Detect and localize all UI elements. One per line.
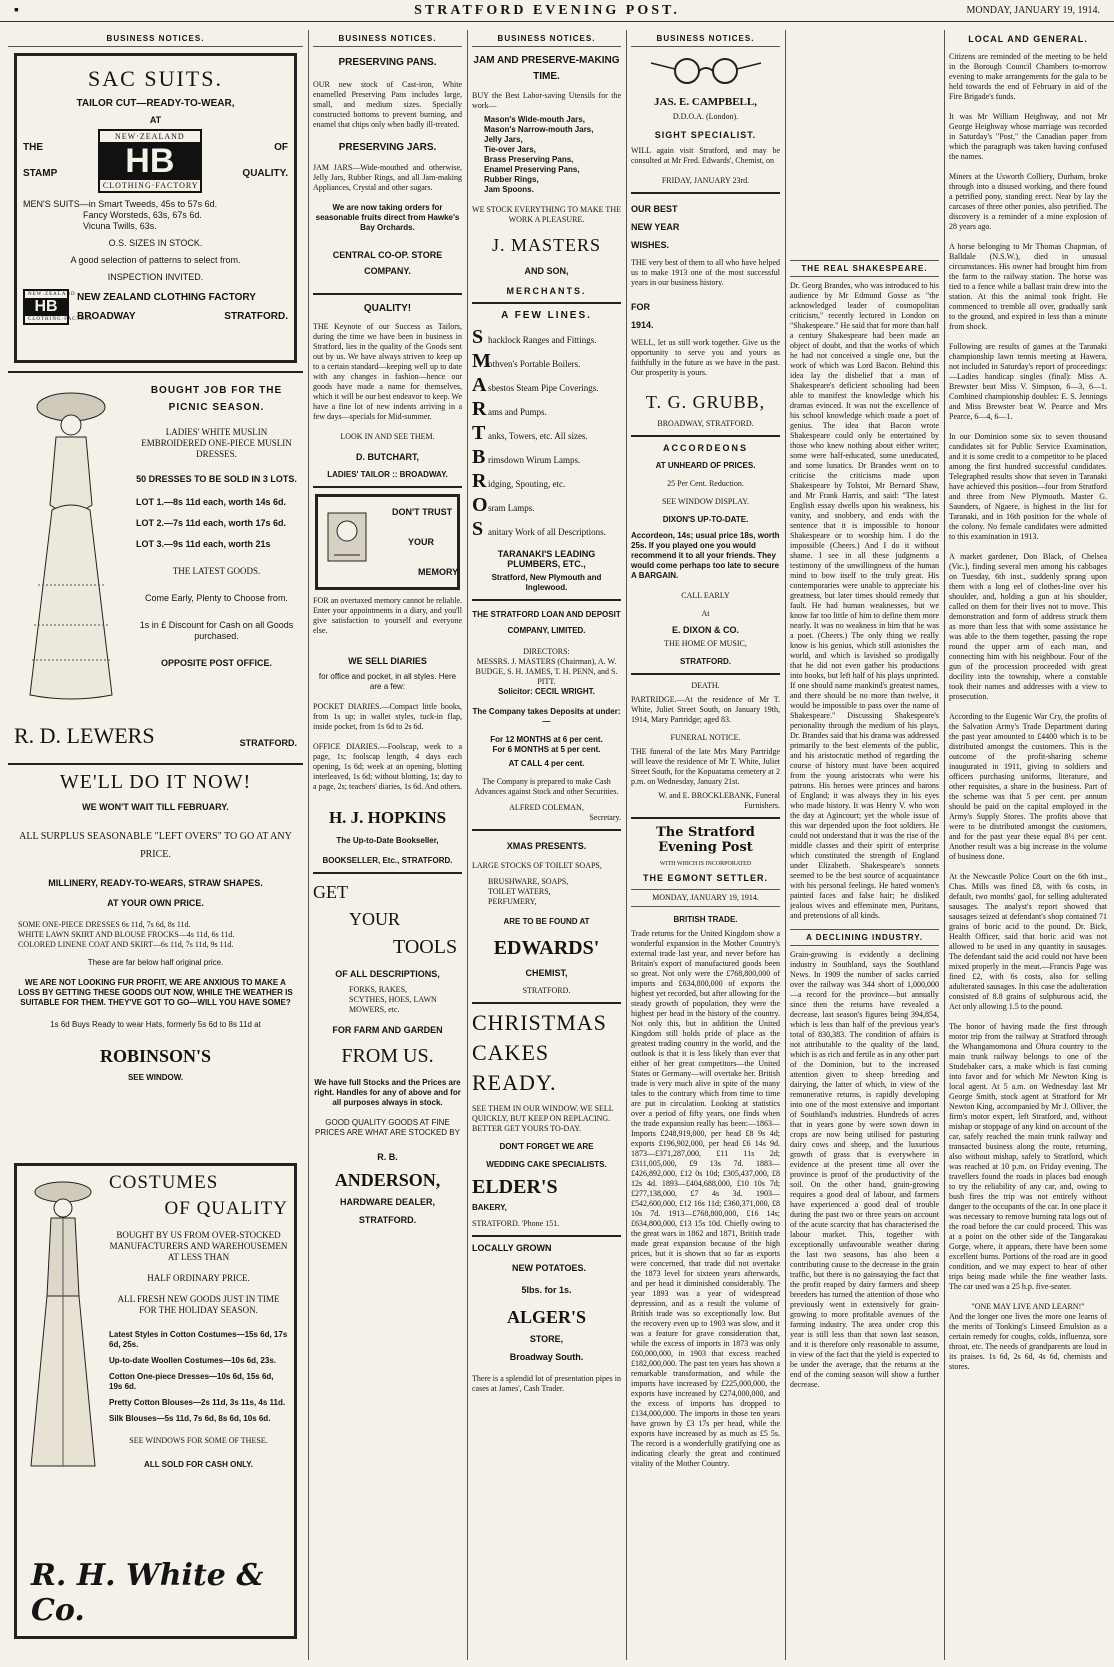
smart-bros-acrostic xyxy=(472,327,621,543)
ad-text: SEE THEM IN OUR WINDOW. WE SELL QUICKLY, BUT KEEP ON REPLACING. BETTER GET YOURS TO-DAY. xyxy=(472,1104,614,1133)
section-divider xyxy=(631,673,780,675)
column-rule xyxy=(308,30,309,1660)
section-divider xyxy=(8,371,303,373)
ad-title: CHRISTMAS xyxy=(472,1010,607,1035)
ad-text: THE xyxy=(23,142,43,153)
advertiser-name: J. MASTERS xyxy=(491,235,602,255)
ad-text: The Company is prepared to make Cash Advances against Stock and other Securities. xyxy=(474,777,619,796)
acrostic-line xyxy=(472,471,621,495)
list-item: Enamel Preserving Pans, xyxy=(484,165,580,174)
ad-text: BOUGHT BY US FROM OVER-STOCKED MANUFACTURERS AND WAREHOUSEMEN AT LESS THAN xyxy=(109,1230,288,1262)
article-title: A DECLINING INDUSTRY. xyxy=(790,929,939,946)
column-rule xyxy=(785,30,786,1660)
costume-lady-illustration-icon xyxy=(23,1176,103,1476)
ad-title: XMAS PRESENTS. xyxy=(506,841,587,851)
ad-text: SOME ONE-PIECE DRESSES 6s 11d, 7s 6d, 8s 11d. xyxy=(18,920,191,929)
ad-title: JAM AND PRESERVE-MAKING TIME. xyxy=(473,55,620,82)
ad-text: OF xyxy=(274,142,288,153)
ad-text: SEE WINDOW DISPLAY. xyxy=(661,497,750,506)
acrostic-text: hacklock Ranges and Fittings. xyxy=(488,335,597,345)
acrostic-text: sram Lamps. xyxy=(488,503,535,513)
ad-text: ALL FRESH NEW GOODS JUST IN TIME FOR THE HOLIDAY SEASON. xyxy=(117,1294,280,1315)
ad-text: Broadway South. xyxy=(509,1352,584,1362)
section-divider xyxy=(631,192,780,194)
ad-text: OFFICE DIARIES.—Foolscap, week to a page, 1s; foolscap length, 4 days each opening, 1s 6d; week at an opening, blotting interleaved, 1s 6d; without blotting, 1s; day to a page, 2s; teachers' diaries, 1s 6d. And others. xyxy=(313,742,462,791)
ad-text: Fancy Worsteds, 63s, 67s 6d. xyxy=(83,210,202,220)
ad-title: CAKES xyxy=(472,1040,550,1065)
ad-text: COLORED LINENE COAT AND SKIRT—6s 11d, 7s 11d, 9s 11d. xyxy=(18,940,234,949)
acrostic-letter: S xyxy=(472,326,484,348)
ad-text: for office and pocket, in all styles. Here are a few: xyxy=(318,672,457,691)
section-divider xyxy=(8,763,303,765)
ad-title xyxy=(631,298,780,334)
ad-text: 1s in £ Discount for Cash on all Goods purchased. xyxy=(139,620,294,641)
ad-title: WE SELL DIARIES xyxy=(348,656,427,666)
ad-text: MEN'S SUITS—in Smart Tweeds, 45s to 57s 6d. xyxy=(23,199,218,209)
advertiser-name: ELDER'S xyxy=(472,1176,558,1198)
article-body: Grain-growing is evidently a declining industry in Southland, says the Southland News. In 1909 the number of sacks carried over the railway was 344 short of 1,000,000—a record for the province—but annually since then the returns have revealed a decrease, last season's figures being 394,854, which is less than half of the previous year's total of 830,383. The condition of affairs is not attributable to the quality of the land, which is as rich and fertile as in any other part of the Dominion, but to the increased attention given to sheep breeding and dairying, the latter of which, in view of the remunerative returns, is rapidly developing into one of the most extensive and important of Southland's industries. Hundreds of acres that in years gone by were sown down in crops are now being utilised for pasturing dairy cows and sheep, and the luxurious growth of grass that is everywhere in evidence at the present time all over the province is proof of the productivity of the soil. On the other hand, grain-growing requires a good deal of labour, and farmers have experienced a good deal of trouble during the past two or three years on account of the acute scarcity that has characterised the labour market. This, together with exceptionally unfavourable weather during the last two seasons, has also been a contributing cause to the decrease in the grain traffic, but there is no gainsaying the fact that the profit reaped by dairy farmers and sheep breeders has turned the attention of those who previously went in extensively for grain-growing to more profitable avenues of the farming industry. The area under crop this year is still less than that sown last season, and it is therefore only reasonable to assume, in view of the fact that the yield is expected to be under the average, that the returns at the end of the coming season will show a further decrease. xyxy=(790,950,939,1389)
acrostic-letter: R xyxy=(472,398,487,420)
notice-title: FUNERAL NOTICE. xyxy=(670,733,741,742)
ad-text: Cotton One-piece Dresses—10s 6d, 15s 6d, 19s 6d. xyxy=(109,1372,274,1391)
ad-text: GOOD QUALITY GOODS AT FINE PRICES ARE WHAT ARE STOCKED BY xyxy=(315,1118,460,1137)
masthead-title: STRATFORD EVENING POST. xyxy=(414,2,680,18)
ad-text: BOOKSELLER, Etc., STRATFORD. xyxy=(322,856,453,865)
ad-text: OF ALL DESCRIPTIONS, xyxy=(335,969,440,979)
ad-text: We are now taking orders for seasonable fruits direct from Hawke's Bay Orchards. xyxy=(315,203,460,232)
column-header: BUSINESS NOTICES. xyxy=(631,34,780,47)
ad-title: WE'LL DO IT NOW! xyxy=(59,771,252,793)
list-item: Mason's Wide-mouth Jars, xyxy=(484,115,585,124)
list-item: Mason's Narrow-mouth Jars, xyxy=(484,125,594,134)
advertiser-name: T. G. GRUBB, xyxy=(645,392,766,412)
advertiser-name: TARANAKI'S LEADING PLUMBERS, ETC., xyxy=(497,549,596,569)
article-title: BRITISH TRADE. xyxy=(673,915,738,924)
ad-text: NEW ZEALAND CLOTHING FACTORY xyxy=(77,292,256,303)
ad-title-line: OUR BEST xyxy=(631,204,678,214)
advertiser-name: E. DIXON & CO. xyxy=(671,625,739,635)
section-divider xyxy=(472,302,621,304)
logo-text: CLOTHING·FACTORY xyxy=(25,316,67,323)
acrostic-text: sbestos Steam Pipe Coverings. xyxy=(488,383,599,393)
ad-text: STRATFORD. xyxy=(522,986,571,995)
section-divider xyxy=(631,817,780,819)
ad-text: MERCHANTS. xyxy=(506,286,587,296)
ad-text: ARE TO BE FOUND AT xyxy=(503,917,590,926)
section-title: LOCAL AND GENERAL. xyxy=(968,34,1088,44)
ad-title-line: FOR xyxy=(631,302,650,312)
ad-text: DIRECTORS: xyxy=(523,647,570,656)
ad-text: AT xyxy=(149,115,162,125)
ad-text: MESSRS. J. MASTERS (Chairman), A. W. BUDGE, S. H. JAMES, T. H. PENN, and S. PITT. xyxy=(475,657,618,686)
memory-illustration-icon xyxy=(324,507,370,567)
ad-text: WE ARE NOT LOOKING FUR PROFIT, WE ARE ANXIOUS TO MAKE A LOSS BY GETTING THESE GOODS OUT NOW, WHILE THE WEATHER IS SUITABLE FOR THEM. THEY'VE GOT TO GO—WILL YOU HAVE SOME? xyxy=(18,978,293,1007)
ad-text: DON'T FORGET WE ARE xyxy=(499,1142,594,1151)
acrostic-line xyxy=(472,327,621,351)
acrostic-text: othven's Portable Boilers. xyxy=(488,359,581,369)
ad-text: WELL, let us still work together. Give us the opportunity to serve you and yours as faithfully in the future as we have in the past. Our prosperity is yours. xyxy=(631,338,780,377)
advertiser-name: ANDERSON, xyxy=(334,1170,441,1190)
ad-text: YOUR xyxy=(408,537,435,547)
ad-text: FRIDAY, JANUARY 23rd. xyxy=(661,176,750,185)
ad-title-line: NEW YEAR xyxy=(631,222,680,232)
ad-text: STRATFORD. xyxy=(239,738,297,748)
ad-text: LOOK IN AND SEE THEM. xyxy=(340,432,435,441)
ad-title xyxy=(631,200,780,254)
ad-text: LOT 2.—7s 11d each, worth 17s 6d. xyxy=(136,518,287,528)
ad-text: We have full Stocks and the Prices are right. Handles for any of above and for all purposes always in stock. xyxy=(314,1078,461,1107)
ad-text: CALL EARLY xyxy=(681,591,730,600)
section-divider xyxy=(472,829,621,831)
logo-text: NEW·ZEALAND xyxy=(100,131,200,142)
ad-text: BOUGHT JOB FOR THE xyxy=(150,385,283,396)
section-divider xyxy=(472,1002,621,1004)
acrostic-letter: B xyxy=(472,446,486,468)
ad-text: AT UNHEARD OF PRICES. xyxy=(655,461,756,470)
ad-text: WHITE LAWN SKIRT AND BLOUSE FROCKS—4s 11d, 6s 11d. xyxy=(18,930,235,939)
paper-title: The Stratford Evening Post xyxy=(656,825,755,855)
acrostic-text: ams and Pumps. xyxy=(488,407,547,417)
list-item: Tie-over Jars, xyxy=(484,145,536,154)
acrostic-line xyxy=(472,399,621,423)
ad-text: STRATFORD. xyxy=(358,1215,417,1225)
column-header: BUSINESS NOTICES. xyxy=(8,34,303,47)
advertiser-name: CENTRAL CO-OP. STORE COMPANY. xyxy=(332,250,443,276)
notice-text: PARTRIDGE.—At the residence of Mr T. White, Juliet Street South, on January 19th, 1914, Mary Partridge; aged 83. xyxy=(631,695,780,724)
ad-text: PICNIC SEASON. xyxy=(168,402,265,413)
ad-text: WE STOCK EVERYTHING TO MAKE THE WORK A PLEASURE. xyxy=(472,205,621,224)
ad-text: Pretty Cotton Blouses—2s 11d, 3s 11s, 4s 11d. xyxy=(109,1398,286,1407)
ad-text: FOR an overtaxed memory cannot be reliable. Enter your appointments in a diary, and you'll give satisfaction to yourself and everyone else. xyxy=(313,596,462,635)
ad-text: AND SON, xyxy=(524,266,569,276)
column-1 xyxy=(8,30,303,1660)
ad-text: POCKET DIARIES.—Compact little books, from 1s up; in wallet styles, tuck-in flap, inside pocket, from 1s 6d to 2s 6d. xyxy=(313,702,462,731)
ad-text: WEDDING CAKE SPECIALISTS. xyxy=(486,1160,607,1169)
acrostic-line xyxy=(472,351,621,375)
column-3 xyxy=(472,30,621,1660)
section-divider xyxy=(313,293,462,295)
column-2 xyxy=(313,30,462,1660)
ad-text: Come Early, Plenty to Choose from. xyxy=(145,593,288,603)
ad-text: Up-to-date Woollen Costumes—10s 6d, 23s. xyxy=(109,1356,276,1365)
column-5 xyxy=(790,30,939,1660)
article-body: Dr. Georg Brandes, who was introduced to his audience by Mr Edmund Gosse as "the acknowledged leader of cosmopolitan criticism," recently lectured in London on "Shakespeare." He said that for more than half a century Shakespeare had been made an object of doubt, and that the works of which he had not conceived a single one, but the work of which was Lord Bacon. Behind this idea lay the disbelief that a man of Shakespeare's deficient schooling had been able to manifest the knowledge which his dramas evinced. It was not the excellence of his school knowledge which made a poet of genius. The idea that Bacon wrote Shakespeare could only be entertained by those who knew nothing about either writer; some were half-educated, some uneducated, and some lunatics. Dr Brandes went on to criticise the criticisms made upon Shakespeare by Tolstoi, Mr Bernard Shaw, and Mr Frank Harris, and said: "The latest English essay dwells upon his weakness, his vanity, and snobbery, and ends with the sentence that it is impossible to honour Shakespeare or to worship him. I do the impossible (Cheers.) And I do it without shame. I see in all these judgments a testimony of the unwillingness of the human mind to bow itself to the truly great. His contemporaries were unable to appreciate his greatness, but later times should remedy that fault. He had human weaknesses, but we know far too little of him to define them more nearly. It was no weakness in him that he was a poet. (Cheers.) The only thing we really know is his genius, which still astonishes the world, and which is lavished so prodigally that he did not even gather his productions into books, but left half of his plays unprinted. If one should name mankind's greatest names, and there should be no more than twelve, it would be impossible to pass over the name of Shakespeare." Discussing Shakespeare's personality through the medium of his plays, Dr. Brandes said that his drama was addressed primarily to the best elements of the public, and his aristocratic method of regarding the course of history must have been acquired from the young aristocrats who were his patrons. His heroes were princes and barons of England; it was always they in his eyes who made history. It was Henry V. who won the day at Agincourt; yet the whole issue of this war depended upon the foot soldiers. He could not understand that it was the rise of the middle classes and their spirit of enterprise which constituted the strength of England under Elizabeth. Shakespeare's sonnets seemed to be the best source of acquaintance with his personal feelings. He hated women's painted faces and false hair; he disliked jealous wives and effeminate men, Puritans, and pretensions of all kinds. xyxy=(790,281,939,920)
logo-text: NEW·ZEALAND xyxy=(25,291,67,298)
acrostic-letter: S xyxy=(472,518,484,540)
ad-text: STRATFORD. 'Phone 151. xyxy=(472,1219,560,1228)
acrostic-text: rimsdown Wirum Lamps. xyxy=(488,455,581,465)
ad-title: FROM US. xyxy=(341,1045,434,1067)
ad-text: MILLINERY, READY-TO-WEARS, STRAW SHAPES. xyxy=(48,878,263,888)
ad-title: QUALITY! xyxy=(363,303,412,314)
section-divider xyxy=(472,599,621,601)
ad-text: LADIES' WHITE MUSLIN EMBROIDERED ONE-PIECE MUSLIN DRESSES. xyxy=(141,427,292,459)
ad-title: SIGHT SPECIALIST. xyxy=(654,130,757,140)
ad-title: PRESERVING JARS. xyxy=(338,142,437,153)
section-divider xyxy=(313,486,462,488)
ad-text: LARGE STOCKS OF TOILET SOAPS, xyxy=(472,861,602,870)
column-4 xyxy=(631,30,780,1660)
ad-text: STAMP xyxy=(23,168,58,179)
acrostic-letter: A xyxy=(472,374,487,396)
ad-title: YOUR xyxy=(349,909,401,929)
ad-text: Vicuna Twills, 63s. xyxy=(83,221,157,231)
ad-title: COSTUMES xyxy=(109,1172,219,1193)
ad-text: The Company takes Deposits at under:— xyxy=(472,707,621,726)
ad-text: HALF ORDINARY PRICE. xyxy=(147,1273,250,1283)
ad-text: At xyxy=(701,609,710,618)
notice-text: W. and E. BROCKLEBANK, Funeral Furnishers. xyxy=(658,791,780,810)
ad-title: A FEW LINES. xyxy=(501,310,592,321)
ad-subtitle: TAILOR CUT—READY-TO-WEAR, xyxy=(76,98,235,109)
lady-illustration-icon xyxy=(16,385,126,705)
ad-text: LADIES' TAILOR :: BROADWAY. xyxy=(327,470,448,479)
jam-item-list xyxy=(472,115,621,195)
ad-text: BUY the Best Labor-saving Utensils for the work— xyxy=(472,91,621,110)
ad-text: For 6 MONTHS at 5 per cent. xyxy=(492,745,601,754)
ad-text: STRATFORD. xyxy=(224,311,288,322)
list-item: Rubber Rings, xyxy=(484,175,539,184)
acrostic-line xyxy=(472,423,621,447)
notice-text: THE funeral of the late Mrs Mary Partridge will leave the residence of Mr T. White, Juliet Street South, for the Kopuatama cemetery at 2 p.m. on Wednesday, January 21st. xyxy=(631,747,780,786)
ad-text: 25 Per Cent. Reduction. xyxy=(667,479,744,488)
article-title: THE REAL SHAKESPEARE. xyxy=(790,260,939,277)
hb-logo xyxy=(98,129,202,193)
acrostic-line xyxy=(472,519,621,543)
ad-text: STRATFORD. xyxy=(680,657,731,666)
paper-date: MONDAY, JANUARY 19, 1914. xyxy=(631,889,780,907)
column-header: BUSINESS NOTICES. xyxy=(313,34,462,47)
paper-subtitle: WITH WHICH IS INCORPORATED xyxy=(659,861,752,867)
ad-text: OUR new stock of Cast-iron, White enamelled Preserving Pans includes large, small, and medium sizes. Specially constructed bottoms to prevent burning, and enamel that chips only when badly ill-treated. xyxy=(313,80,462,129)
ad-text: O.S. SIZES IN STOCK. xyxy=(108,238,203,248)
advertiser-name: H. J. HOPKINS xyxy=(328,808,447,827)
ad-title: PRESERVING PANS. xyxy=(338,57,437,68)
memory-ad-box xyxy=(315,494,460,590)
acrostic-letter: T xyxy=(472,422,486,444)
ad-text: For 12 MONTHS at 6 per cent. xyxy=(490,735,603,744)
ad-text: THE very best of them to all who have helped us to make 1913 one of the most successful years in our business history. xyxy=(631,258,780,287)
ad-text: SEE WINDOW. xyxy=(127,1073,184,1082)
ad-text: LOT 1.—8s 11d each, worth 14s 6d. xyxy=(136,497,287,507)
list-item: Jam Spoons. xyxy=(484,185,534,194)
ad-text: OPPOSITE POST OFFICE. xyxy=(160,658,272,668)
column-header: BUSINESS NOTICES. xyxy=(472,34,621,47)
ad-text: 5lbs. for 1s. xyxy=(521,1285,572,1295)
ad-text: MEMORY xyxy=(418,567,459,577)
logo-letters: HB xyxy=(34,298,58,315)
ad-text: R. B. xyxy=(377,1152,398,1162)
ad-text: FOR FARM AND GARDEN xyxy=(332,1025,443,1035)
ad-text: These are far below half original price. xyxy=(87,958,224,967)
acrostic-line xyxy=(472,495,621,519)
ad-text: BROADWAY xyxy=(77,311,136,322)
column-6 xyxy=(949,30,1107,1660)
ad-text: HARDWARE DEALER, xyxy=(339,1197,435,1207)
robinson-ad xyxy=(8,771,303,1157)
ad-text: 1s 6d Buys Ready to wear Hats, formerly 5s 6d to 8s 11d at xyxy=(50,1020,261,1029)
ad-text: DIXON'S UP-TO-DATE. xyxy=(662,515,749,524)
ad-text: STORE, xyxy=(529,1334,564,1344)
ad-text: BROADWAY, STRATFORD. xyxy=(657,419,754,428)
advertiser-name: JAS. E. CAMPBELL, xyxy=(654,96,757,108)
page-number-mark: ▪ xyxy=(14,2,19,18)
ad-text: Solicitor: CECIL WRIGHT. xyxy=(498,687,595,696)
ad-text: Stratford, New Plymouth and Inglewood. xyxy=(491,573,602,592)
masthead xyxy=(0,0,1114,22)
ad-title: GET xyxy=(313,882,348,902)
ad-text: D.D.O.A. (London). xyxy=(672,112,739,121)
advertiser-name: EDWARDS' xyxy=(493,937,600,959)
ad-title-line: 1914. xyxy=(631,320,654,330)
ad-text: CHEMIST, xyxy=(525,968,568,978)
ad-title: SAC SUITS. xyxy=(88,66,223,91)
ad-text: ALL SOLD FOR CASH ONLY. xyxy=(144,1460,253,1469)
acrostic-line xyxy=(472,375,621,399)
list-item: Jelly Jars, xyxy=(484,135,523,144)
ad-text: INSPECTION INVITED. xyxy=(107,272,204,282)
acrostic-letter: O xyxy=(472,494,488,516)
ad-title: NEW POTATOES. xyxy=(512,1263,587,1273)
column-rule xyxy=(626,30,627,1660)
acrostic-letter: R xyxy=(472,470,487,492)
paper-subtitle: THE EGMONT SETTLER. xyxy=(642,873,768,883)
advertiser-name: D. BUTCHART, xyxy=(356,452,419,462)
hb-logo-small xyxy=(23,289,94,325)
ad-text: Silk Blouses—5s 11d, 7s 6d, 8s 6d, 10s 6d. xyxy=(109,1414,271,1423)
notice-title: DEATH. xyxy=(691,681,720,690)
ad-text: WILL again visit Stratford, and may be consulted at Mr Fred. Edwards', Chemist, on xyxy=(631,146,780,165)
spectacles-icon xyxy=(631,53,780,87)
ad-title: OF QUALITY xyxy=(164,1198,288,1219)
ad-text: THE LATEST GOODS. xyxy=(172,566,261,576)
acrostic-line xyxy=(472,447,621,471)
ad-title: LOCALLY GROWN xyxy=(472,1243,552,1253)
ad-text: The Up-to-Date Bookseller, xyxy=(336,836,439,845)
ad-text: 50 DRESSES TO BE SOLD IN 3 LOTS. xyxy=(136,474,297,484)
ad-title: TOOLS xyxy=(393,936,458,958)
ad-text: Accordeon, 14s; usual price 18s, worth 25s. If you played one you would recommend it to all your friends. They would come perhaps too late to secure A BARGAIN. xyxy=(631,531,780,580)
article-body: Trade returns for the United Kingdom show a wonderful expansion in the Mother Country's external trade last year, and never before has Britain's export of manufactured goods been so great. Not only were the £768,800,000 of imports and £634,800,000 of exports the highest yet recorded, but after allowing for the steady growth of population, they were the highest per head in the history of the country. Not only this, but in addition the United Kingdom still holds pride of place as the greatest trading country in the world, and the outlook is that it is less likely than ever that either of her great competitors—the United States or Germany—will overtake her. British trade is very much alive in spite of the many tales to the contrary which from time to time are put in circulation. Looking at statistics over a period of fifty years, one finds when the trade expansion really has been:—1863—Imports £248,919,000, per head £8 9s 4d; exports £196,902,000, per head £6 14s 9d. 1873—£371,287,000, £11 11s 2d; £311,005,000, £9 13s 7d. 1883—£426,892,000, £12 0s 10d; £305,437,000, £8 12s 4d. 1893—£404,688,000, £10 10s 7d; £277,138,000, £7 4s 3d. 1903—£542,600,000, £12 16s 11d; £360,371,000, £8 10s 7d. 1913—£768,800,000, £16 14s; £634,800,000, £13 15s 10d. Chiefly owing to the great wars in 1862 and 1871, British trade made great expansion because of the high prices, but it is shown that so far as exports were concerned, that trade did not overtake the 1873 level for sixteen years afterwards, and per head it diminished considerably. The year 1893 was a year of widespread depression, and as a result the volume of British trade was so exceptionally low. But the recovery even up to 1903 was slow, and it was a feature for grave consideration that, while the excess of imports in 1873 was only £60,000,000, in 1903 that excess reached £182,000,000. The past ten years has shown a remarkable transformation, and while the imports have increased by £225,000,000, the exports have increased by £274,000,000, and the excess of imports has dropped to £134,000,000. The imports in those ten years have grown by £3 17s per head, while the exports have increased by as much as £5 5s. The record is a wonderfully gratifying one as indicating clearly the great and continued vitality of the Mother Country. xyxy=(631,929,780,1468)
column-rule xyxy=(467,30,468,1660)
ad-text: ALL SURPLUS SEASONABLE "LEFT OVERS" TO GO AT ANY PRICE. xyxy=(19,831,292,860)
ad-title: READY. xyxy=(472,1070,557,1095)
advertiser-name: R. D. LEWERS xyxy=(14,723,155,748)
advertiser-name: ALGER'S xyxy=(506,1307,587,1327)
lewers-ad xyxy=(8,379,303,757)
ad-text: QUALITY. xyxy=(242,168,288,179)
ad-text: JAM JARS—Wide-mouthed and otherwise, Jelly Jars, Rubber Rings, and all Jam-making Appliances, Crystal and other sugars. xyxy=(313,163,462,192)
ad-text: AT CALL 4 per cent. xyxy=(508,759,585,768)
section-divider xyxy=(472,1235,621,1237)
section-divider xyxy=(631,435,780,437)
column-rule xyxy=(944,30,945,1660)
ad-text: THE Keynote of our Success as Tailors, during the time we have been in business in Stratford, lies in the quality of the Goods sent out by us. We have always striven to keep up to a certain standard—keeping well up to date with any changes in fashion—hence our goods have made a name for themselves, which it will be our best endeavor to keep. We have a fine lot of new indents arriving in a few days—specials for Mid-summer. xyxy=(313,322,462,421)
advertiser-name: R. H. White & Co. xyxy=(31,1558,264,1628)
nz-clothing-ad xyxy=(14,53,297,363)
logo-letters: HB xyxy=(125,142,175,180)
ad-title: THE STRATFORD LOAN AND DEPOSIT COMPANY, LIMITED. xyxy=(472,610,621,635)
ad-text: BAKERY, xyxy=(472,1203,507,1212)
ad-text: Secretary. xyxy=(589,813,621,822)
acrostic-text: anitary Work of all Descriptions. xyxy=(488,527,606,537)
logo-text: CLOTHING·FACTORY xyxy=(100,180,200,191)
ad-text: THE HOME OF MUSIC, xyxy=(664,639,747,648)
ad-text: There is a splendid lot of presentation pipes in cases at James', Cash Trader. xyxy=(472,1374,621,1393)
ad-text: And the longer one lives the more one learns of the merits of Tonking's Linseed Emulsion as a certain remedy for coughs, colds, influenza, sore throat, etc. The needs of grandparents are loud in its praises. 1s 6d, 2s 6d, 4s 6d, chemists and stores. xyxy=(949,1312,1107,1371)
ad-text: WE WON'T WAIT TILL FEBRUARY. xyxy=(82,802,229,812)
ad-text: Latest Styles in Cotton Costumes—15s 6d, 17s 6d, 25s. xyxy=(109,1330,288,1349)
white-co-ad xyxy=(14,1163,297,1639)
ad-title-line: WISHES. xyxy=(631,240,670,250)
ad-text: LOT 3.—9s 11d each, worth 21s xyxy=(136,539,271,549)
ad-text: BRUSHWARE, SOAPS, TOILET WATERS, PERFUMERY, xyxy=(488,877,569,906)
ad-text: A good selection of patterns to select from. xyxy=(70,255,241,265)
ad-text: FORKS, RAKES, SCYTHES, HOES, LAWN MOWERS, etc. xyxy=(349,985,437,1014)
acrostic-text: idging, Spouting, etc. xyxy=(488,479,566,489)
acrostic-letter: M xyxy=(472,350,491,372)
masthead-date: MONDAY, JANUARY 19, 1914. xyxy=(966,5,1100,16)
ad-text: SEE WINDOWS FOR SOME OF THESE. xyxy=(129,1436,268,1445)
section-divider xyxy=(313,872,462,874)
ad-title: ACCORDEONS xyxy=(662,443,748,453)
ad-text: DON'T TRUST xyxy=(392,507,453,517)
ad-title: "ONE MAY LIVE AND LEARN!" xyxy=(971,1302,1085,1311)
article-body: Citizens are reminded of the meeting to be held in the Borough Council Chambers to-morrow evening to make arrangements for the gala to be held towards the end of February in aid of the Fire Brigade's funds. It was Mr William Heighway, and not Mr George Heighway whose marriage was recorded in Saturday's "Post," the Canadian paper from which the paragraph was taken having confused the names. Miners at the Usworth Colliery, Durham, broke through into a disused working, and there found a petrified pony, standing erect. Near by lay the carcases of three other ponies, also petrified. The discovery is a reminder of a mine explosion of 28 years ago. A horse belonging to Mr Thomas Chapman, of Balldale (N.S.W.), died in unusual circumstances. His owner had brought him from the farm to the railway station. The horse was tied to a fence while a ballast train drew into the station. At this the animal took fright. He commenced to tremble all over, gradually sank to the ground, and expired in less than a minute from shock. Following are results of games at the Taranaki championship lawn tennis meeting at Hawera, not included in Saturday's report of proceedings:—Ladies handicap singles (final): Miss A. Brewster beat Miss V. Simpson, 6—3, 6—1. Combined championship doubles: E. S. Jennings and Miss Brewster beat W. Pearce and Mrs Pearce, 6—4, 6—1. In our Dominion some six to seven thousand candidates sit for Public Service Examination, and it is some credit to a competitor to be placed among the first hundred successful candidates. Telegraphed results show that seven in Taranaki have achieved this position—four from Stratford and three from New Plymouth. Master G. Saunders, of Ngaere, is highest in the list for Taranaki, and in 16th position for the whole of the colony. No female candidates were admitted to this examination in 1913. A market gardener, Don Black, of Chelsea (Vic.), finding several men among his cabbages on Tuesday, 6th inst., suddenly sprang upon them with a long eel of clothes-line over his shoulder, and, holding a gun at his shoulder, called on them for their lives not to move. This demonstration and form of address struck them as more than less that with some assistance he was able to the them together, passing the rope round the upper arm of each man, and connecting him with his neighbour. Four of the gun of the procession proceeded with great docility into the township, where a constable took their names and addresses with a view to prosecution. According to the Eugenic War Cry, the profits of the Salvation Army's Trade Department during the past year amounted to £4400 which is to be distributed amongst the customers. This is the outcome of the profit-sharing scheme inaugurated in 1911, giving to soldiers and officers purchasing uniforms, literature, and other requisites, a share in the business. Part of the scheme was that 5 per cent. per annum should be paid on the capital employed in the Army's Supply Stores. The profits above that were to be distributed amongst the customers, and for the past year these equal 8½ per cent. Another result was a big increase in the volume of business done. At the Newcastle Police Court on the 6th inst., Chas. Mills was fined £8, with 6s costs, in default, two months' gaol, for selling adulterated sausages. The analyst's report showed that sausages seized at defendant's shop contained 71 grains of boric acid to the pound. Dr. Bick, Health Officer, said that boric acid was not allowed to be used in any quantity in sausages. The defendant said the acid could not have been mixed properly in the meat.—Francis Page was fined £2, with 6s costs, also for selling adulterated sausages. In this case the adulteration consisted of 8.8 grains of sulphurous acid, the Act only allowing 1.5 to the pound. The honor of having made the first through motor trip from the railway at Stratford through the Whangamomona and Ohura country to the main trunk railway belongs to one of the Studebaker cars, a make which is fast coming into favor and for which Mr Newton King is local agent. At 5 a.m. on Wednesday last Mr George Smith, stock agent at Stratford for Mr Newton King, accompanied by Mr J. Olliver, the firm's motor expert, left Stratford, and, without mishap or stoppage of any kind on account of the car, safely reached the main trunk railway and transacted business along the route, returning, also without mishap, safely to Stratford, which was reached at 10 p.m. on Friday evening. The travellers found the roads in places bad enough to try the reliability of any car, and, owing to bush fires the trip was not entirely without danger to the occupants of the car. In one place it was necessary to remove burning rata logs out of the road before the car could proceed. This was at a point on the other side of the Tangarakau Gorge, where, it appears, there have been some excellent burns. Portions of the road are in good condition, and we may expect to hear of other trips being made while the fine weather lasts. The car used was a 25 h.p. five-seater. xyxy=(949,52,1107,1291)
acrostic-text: anks, Towers, etc. All sizes. xyxy=(488,431,588,441)
ad-text: ALFRED COLEMAN, xyxy=(509,803,584,812)
ad-text: AT YOUR OWN PRICE. xyxy=(107,898,204,908)
list-item: Brass Preserving Pans, xyxy=(484,155,574,164)
advertiser-name: ROBINSON'S xyxy=(99,1046,212,1066)
